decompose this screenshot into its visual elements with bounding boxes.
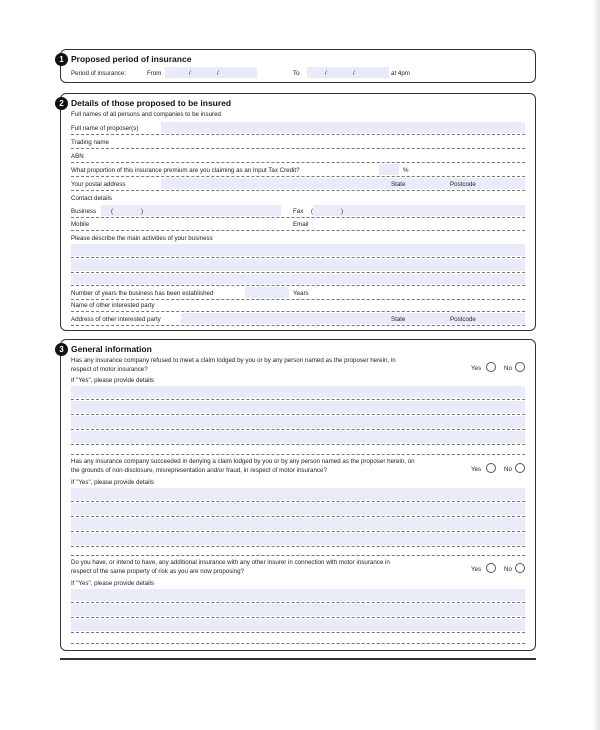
area-code-open: ( [111,208,114,215]
yes-label: Yes [471,566,482,573]
yes-label: Yes [471,365,482,372]
other-party-label: Name of other interested party [71,302,155,309]
to-date-field[interactable] [307,67,389,78]
q3-details-field[interactable] [71,619,525,631]
divider [71,148,525,149]
years-established-label: Number of years the business has been established [71,290,214,297]
section-number-badge: 1 [55,53,68,66]
divider [71,429,525,430]
if-yes-label: If "Yes", please provide details [71,377,154,384]
q2-details-field[interactable] [71,533,525,545]
postcode-label: Postcode [450,316,476,323]
divider [71,454,525,455]
divider [71,176,525,177]
activities-field[interactable] [71,274,525,284]
yes-label: Yes [471,466,482,473]
contact-details-label: Contact details [71,195,112,202]
activities-label: Please describe the main activities of your business [71,235,213,242]
divider [71,632,525,633]
section-number-badge: 2 [55,97,68,110]
if-yes-label: If "Yes", please provide details [71,580,154,587]
if-yes-label: If "Yes", please provide details [71,479,154,486]
divider [71,230,525,231]
email-label: Email [293,221,309,228]
q2-no-radio[interactable] [515,463,525,473]
from-date-field[interactable] [165,67,257,78]
divider [71,531,525,532]
page-edge-shadow [592,0,600,730]
divider [71,162,525,163]
divider [71,257,525,258]
activities-field[interactable] [71,244,525,256]
section-title: Details of those proposed to be insured [71,98,232,108]
fax-field[interactable] [313,205,525,216]
section-period-of-insurance [60,49,536,83]
state-label: State [391,316,406,323]
divider [71,311,525,312]
section-number-badge: 3 [55,343,68,356]
divider [71,643,525,644]
q1-details-field[interactable] [71,401,525,413]
no-label: No [504,365,512,372]
divider [71,299,525,300]
q2-details-field[interactable] [71,488,525,500]
years-label: Years [293,290,309,297]
mobile-label: Mobile [71,221,90,228]
divider [71,546,525,547]
question-1-text: Has any insurance company refused to meet a claim lodged by you or by any person named as the proposer herein, in [71,357,396,364]
date-slash: / [189,70,191,77]
divider [71,399,525,400]
no-label: No [504,566,512,573]
section-title: Proposed period of insurance [71,54,192,64]
area-code-close: ) [341,208,344,215]
divider [71,617,525,618]
postcode-label: Postcode [450,181,476,188]
time-label: at 4pm [391,70,410,77]
question-3-text: Do you have, or intend to have, any additional insurance with any other insurer in connection with motor insurance in [71,559,390,566]
divider [71,217,525,218]
activities-field[interactable] [71,259,525,271]
fax-label: Fax [293,208,304,215]
q3-no-radio[interactable] [515,563,525,573]
full-name-proposer-label: Full name of proposer(s) [71,125,139,132]
divider [71,501,525,502]
q2-details-field[interactable] [71,503,525,515]
percent-sign: % [403,167,409,174]
divider [71,602,525,603]
itc-field[interactable] [379,164,399,175]
date-slash: / [353,70,355,77]
q1-details-field[interactable] [71,416,525,428]
divider [71,272,525,273]
q2-yes-radio[interactable] [486,463,496,473]
from-label: From [147,70,162,77]
trading-name-label: Trading name [71,139,109,146]
years-established-field[interactable] [245,287,289,298]
section-general-information [60,339,536,651]
area-code-close: ) [141,208,144,215]
area-code-open: ( [311,208,314,215]
divider [71,134,525,135]
to-label: To [293,70,300,77]
q1-yes-radio[interactable] [486,362,496,372]
q1-details-field[interactable] [71,431,525,443]
state-label: State [391,181,406,188]
date-slash: / [325,70,327,77]
itc-question: What proportion of this insurance premium are you claiming as an Input Tax Credit? [71,167,300,174]
question-3-text-cont: respect of the same property of risk as you are now proposing? [71,568,244,575]
q3-details-field[interactable] [71,604,525,616]
postal-address-label: Your postal address [71,181,126,188]
divider [71,325,525,326]
date-slash: / [217,70,219,77]
question-2-text-cont: the grounds of non-disclosure, misrepresentation and/or fraud, in respect of motor insurance? [71,467,327,474]
q1-details-field[interactable] [71,386,525,398]
other-party-address-label: Address of other interested party [71,316,161,323]
question-2-text: Has any insurance company succeeded in denying a claim lodged by you or by any person named as the proposer herein, on [71,458,415,465]
question-1-text-cont: respect of motor insurance? [71,366,148,373]
abn-label: ABN [71,153,84,160]
divider [71,414,525,415]
divider [71,516,525,517]
q2-details-field[interactable] [71,518,525,530]
q3-details-field[interactable] [71,589,525,601]
divider [71,190,525,191]
divider [71,555,525,556]
period-label: Period of insurance: [71,70,127,77]
full-names-label: Full names of all persons and companies to be insured [71,111,221,118]
q1-no-radio[interactable] [515,362,525,372]
q3-yes-radio[interactable] [486,563,496,573]
business-phone-field[interactable] [101,205,281,216]
section-title: General information [71,344,152,354]
full-name-proposer-field[interactable] [161,122,525,133]
divider [71,444,525,445]
section-details-insured [60,93,536,331]
no-label: No [504,466,512,473]
divider [71,285,525,286]
business-label: Business [71,208,97,215]
page-bottom-rule [60,658,536,660]
